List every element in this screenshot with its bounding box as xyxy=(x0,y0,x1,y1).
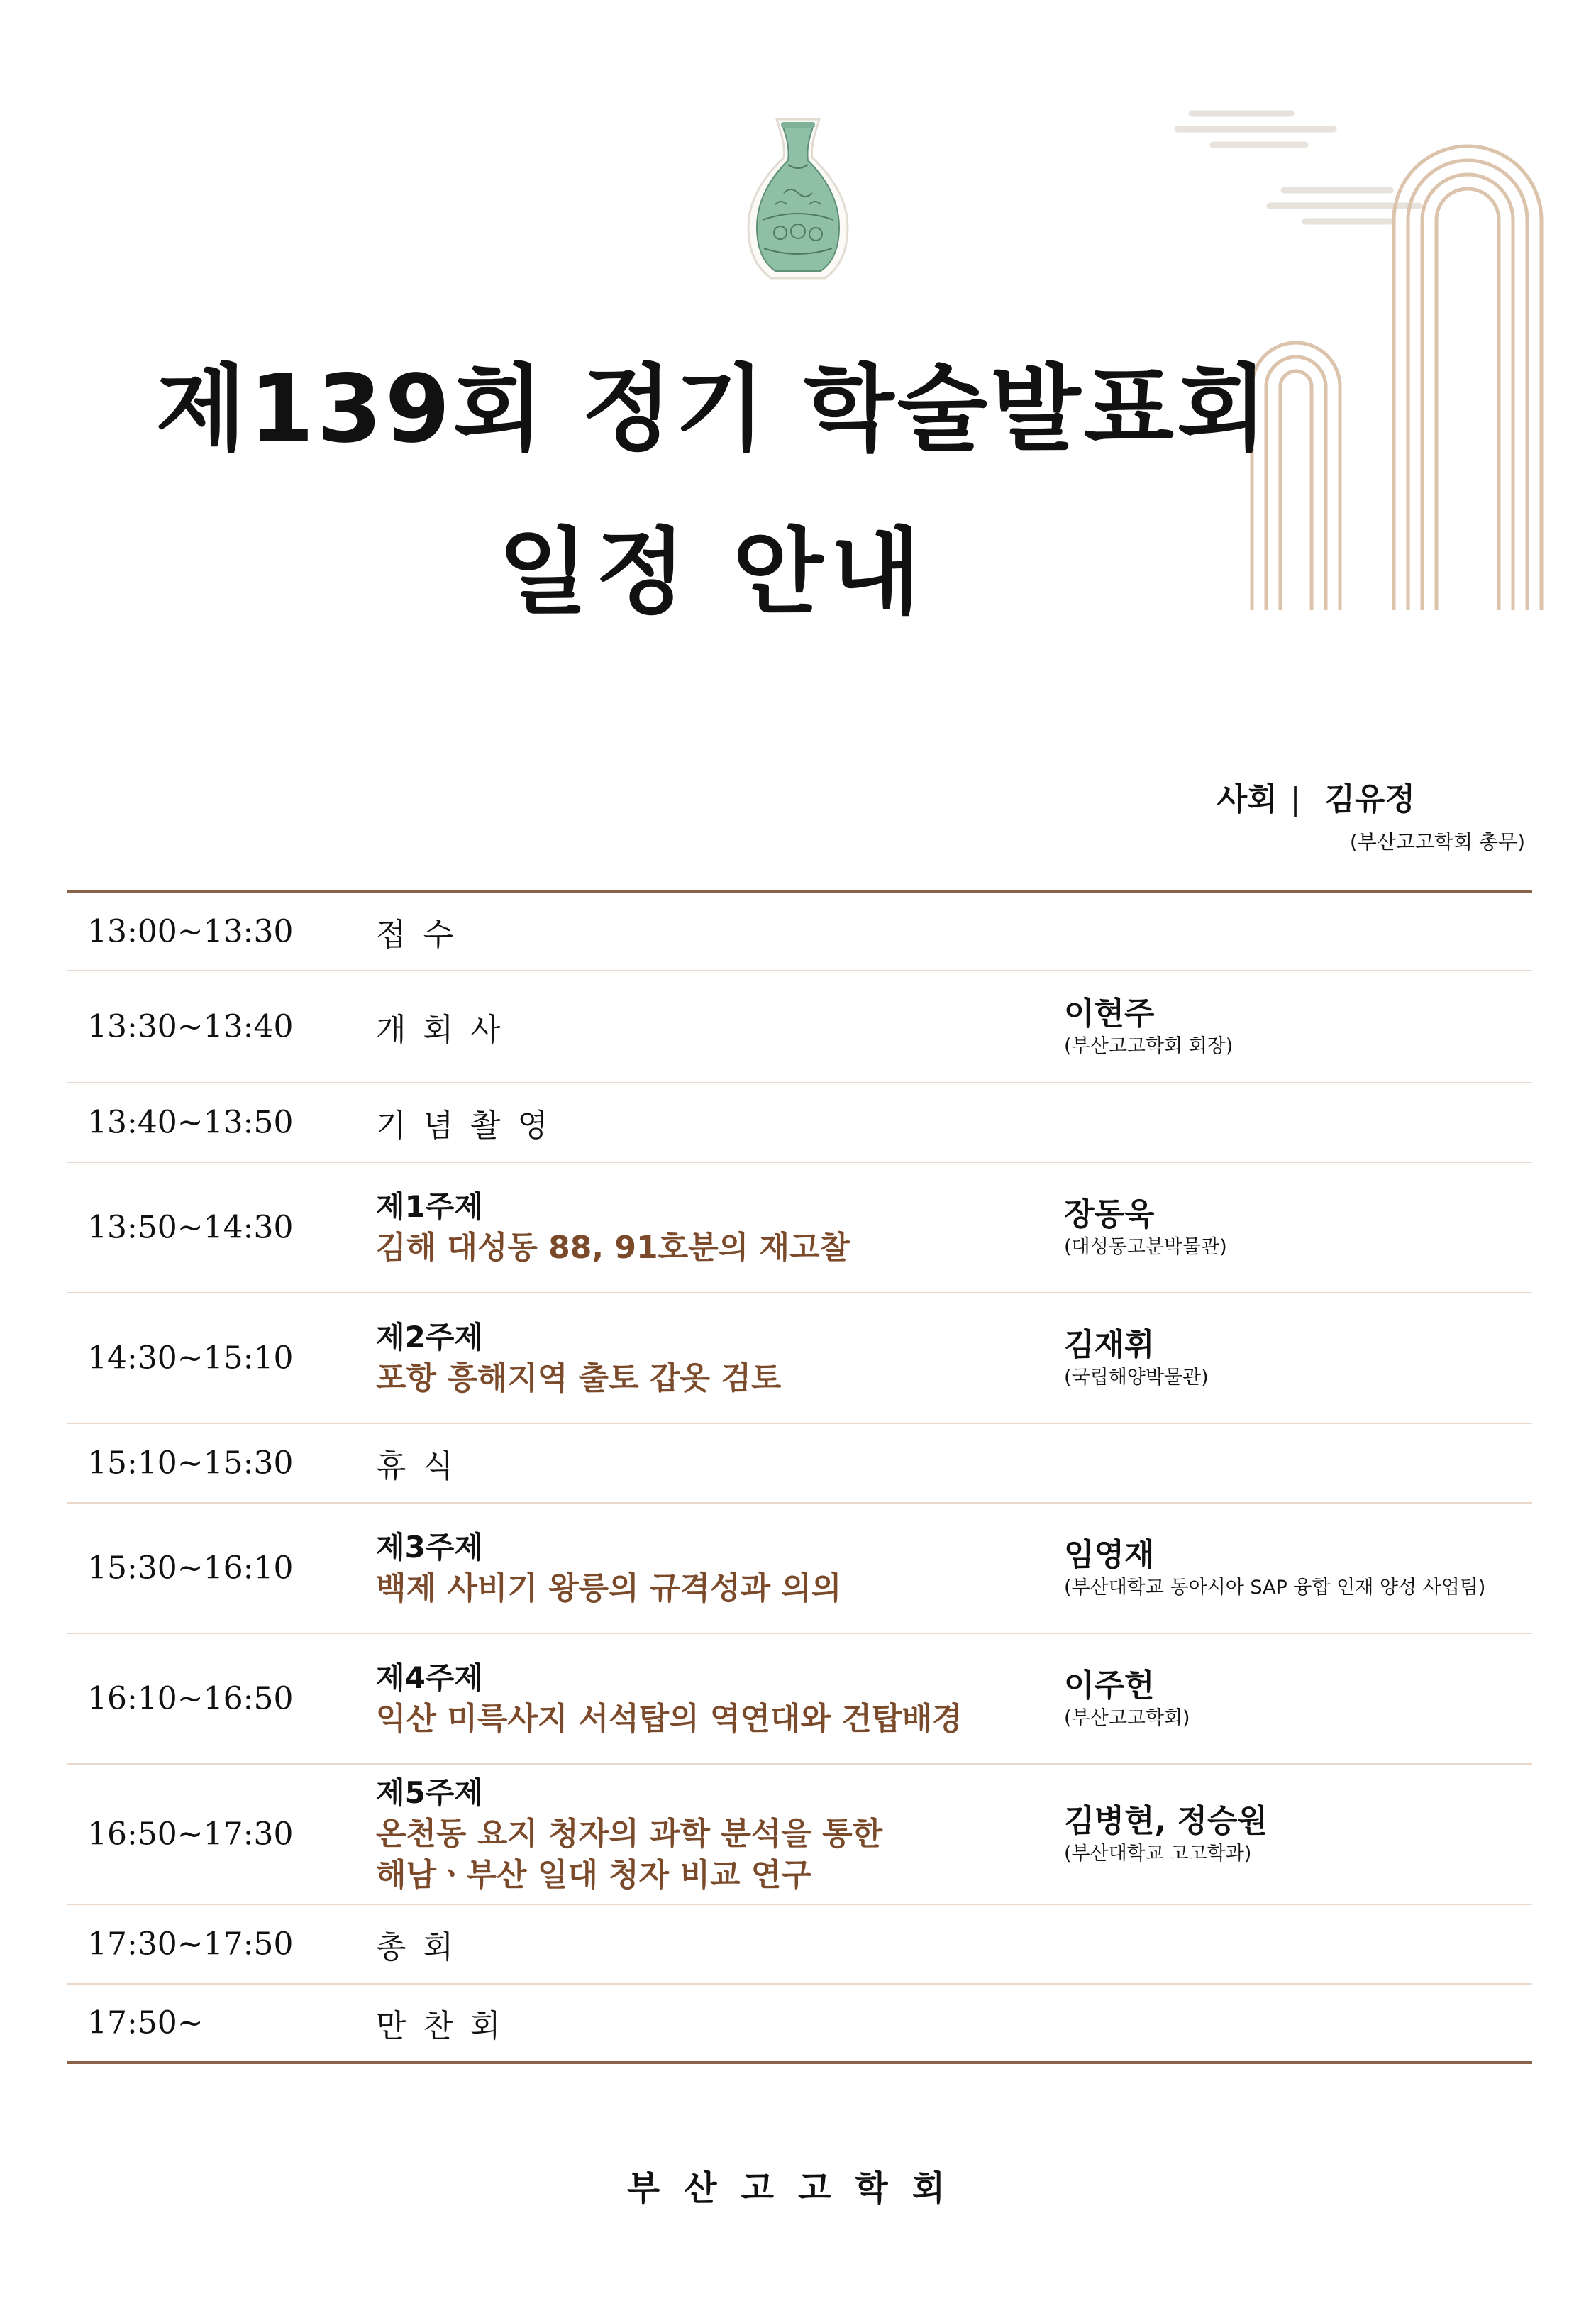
schedule-row xyxy=(67,971,1532,1083)
row-event: 만찬회 xyxy=(376,2008,518,2044)
row-topic xyxy=(376,1527,841,1609)
mc-name: 김유정 xyxy=(1324,781,1415,817)
row-time: 13:30~13:40 xyxy=(87,1008,294,1045)
topic-title: 백제 사비기 왕릉의 규격성과 의의 xyxy=(376,1570,842,1606)
topic-label: 제4주제 xyxy=(376,1660,483,1695)
row-time: 13:00~13:30 xyxy=(87,913,294,950)
row-event: 휴식 xyxy=(376,1448,471,1484)
row-time: 15:30~16:10 xyxy=(87,1550,294,1587)
mc-separator: | xyxy=(1290,781,1301,817)
row-time: 13:50~14:30 xyxy=(87,1209,294,1246)
row-topic xyxy=(376,1317,781,1399)
speaker-affiliation: (부산대학교 고고학과) xyxy=(1064,1843,1252,1865)
row-time: 15:10~15:30 xyxy=(87,1445,294,1482)
row-time: 14:30~15:10 xyxy=(87,1340,294,1377)
speaker-name: 김병현, 정승원 xyxy=(1064,1803,1268,1839)
speaker-name: 이현주 xyxy=(1064,995,1155,1032)
schedule-row xyxy=(67,1634,1532,1765)
schedule-row xyxy=(67,1293,1532,1424)
speaker-affiliation: (국립해양박물관) xyxy=(1064,1367,1209,1389)
speaker-name: 이주헌 xyxy=(1064,1667,1155,1704)
page-title: 제139회 정기 학술발표회 xyxy=(155,355,1270,464)
mc-affiliation: (부산고고학회 총무) xyxy=(1349,830,1525,854)
topic-label: 제2주제 xyxy=(376,1320,483,1355)
schedule-row xyxy=(67,1905,1532,1985)
schedule-row xyxy=(67,1424,1532,1504)
topic-label: 제5주제 xyxy=(376,1775,483,1810)
speaker-name: 임영재 xyxy=(1064,1537,1155,1573)
row-speaker xyxy=(1064,1666,1190,1731)
row-speaker xyxy=(1064,1195,1227,1260)
row-topic xyxy=(376,1772,882,1896)
speaker-affiliation: (대성동고분박물관) xyxy=(1064,1236,1227,1258)
row-event: 기념촬영 xyxy=(376,1108,565,1144)
row-time: 17:50~ xyxy=(87,2004,204,2041)
row-event: 총회 xyxy=(376,1929,471,1965)
row-time: 16:10~16:50 xyxy=(87,1680,294,1717)
row-speaker xyxy=(1064,1802,1268,1867)
mc-label: 사회 xyxy=(1217,781,1278,817)
row-speaker xyxy=(1064,1535,1485,1601)
schedule-row xyxy=(67,893,1532,971)
row-time: 13:40~13:50 xyxy=(87,1104,294,1141)
speaker-name: 김재휘 xyxy=(1064,1327,1155,1363)
topic-title: 김해 대성동 88, 91호분의 재고찰 xyxy=(376,1230,850,1266)
row-time: 16:50~17:30 xyxy=(87,1816,294,1853)
schedule-row xyxy=(67,1985,1532,2061)
speaker-name: 장동욱 xyxy=(1064,1196,1155,1232)
schedule-row xyxy=(67,1163,1532,1293)
row-speaker xyxy=(1064,1325,1209,1391)
row-speaker xyxy=(1064,994,1233,1059)
topic-title: 해남ㆍ부산 일대 청자 비교 연구 xyxy=(376,1857,811,1893)
topic-title: 포항 흥해지역 출토 갑옷 검토 xyxy=(376,1360,782,1396)
row-topic xyxy=(376,1657,962,1740)
organization-footer: 부산고고학회 xyxy=(626,2168,970,2208)
mc-line xyxy=(1217,773,1415,819)
topic-title: 익산 미륵사지 서석탑의 역연대와 건탑배경 xyxy=(376,1701,963,1737)
speaker-affiliation: (부산고고학회 회장) xyxy=(1064,1035,1234,1057)
schedule-row xyxy=(67,1765,1532,1905)
schedule-table xyxy=(67,890,1532,2064)
topic-label: 제3주제 xyxy=(376,1530,483,1565)
row-time: 17:30~17:50 xyxy=(87,1926,294,1963)
topic-title: 온천동 요지 청자의 과학 분석을 통한 xyxy=(376,1816,883,1852)
speaker-affiliation: (부산고고학회) xyxy=(1064,1707,1190,1729)
topic-label: 제1주제 xyxy=(376,1189,483,1224)
celadon-vase-icon xyxy=(741,114,855,287)
schedule-row xyxy=(67,1504,1532,1634)
schedule-row xyxy=(67,1083,1532,1163)
row-event: 개회사 xyxy=(376,1012,518,1048)
speaker-affiliation: (부산대학교 동아시아 SAP 융합 인재 양성 사업팀) xyxy=(1064,1577,1486,1599)
page-subtitle: 일정 안내 xyxy=(497,518,928,627)
row-event: 접수 xyxy=(376,917,471,953)
row-topic xyxy=(376,1186,850,1269)
